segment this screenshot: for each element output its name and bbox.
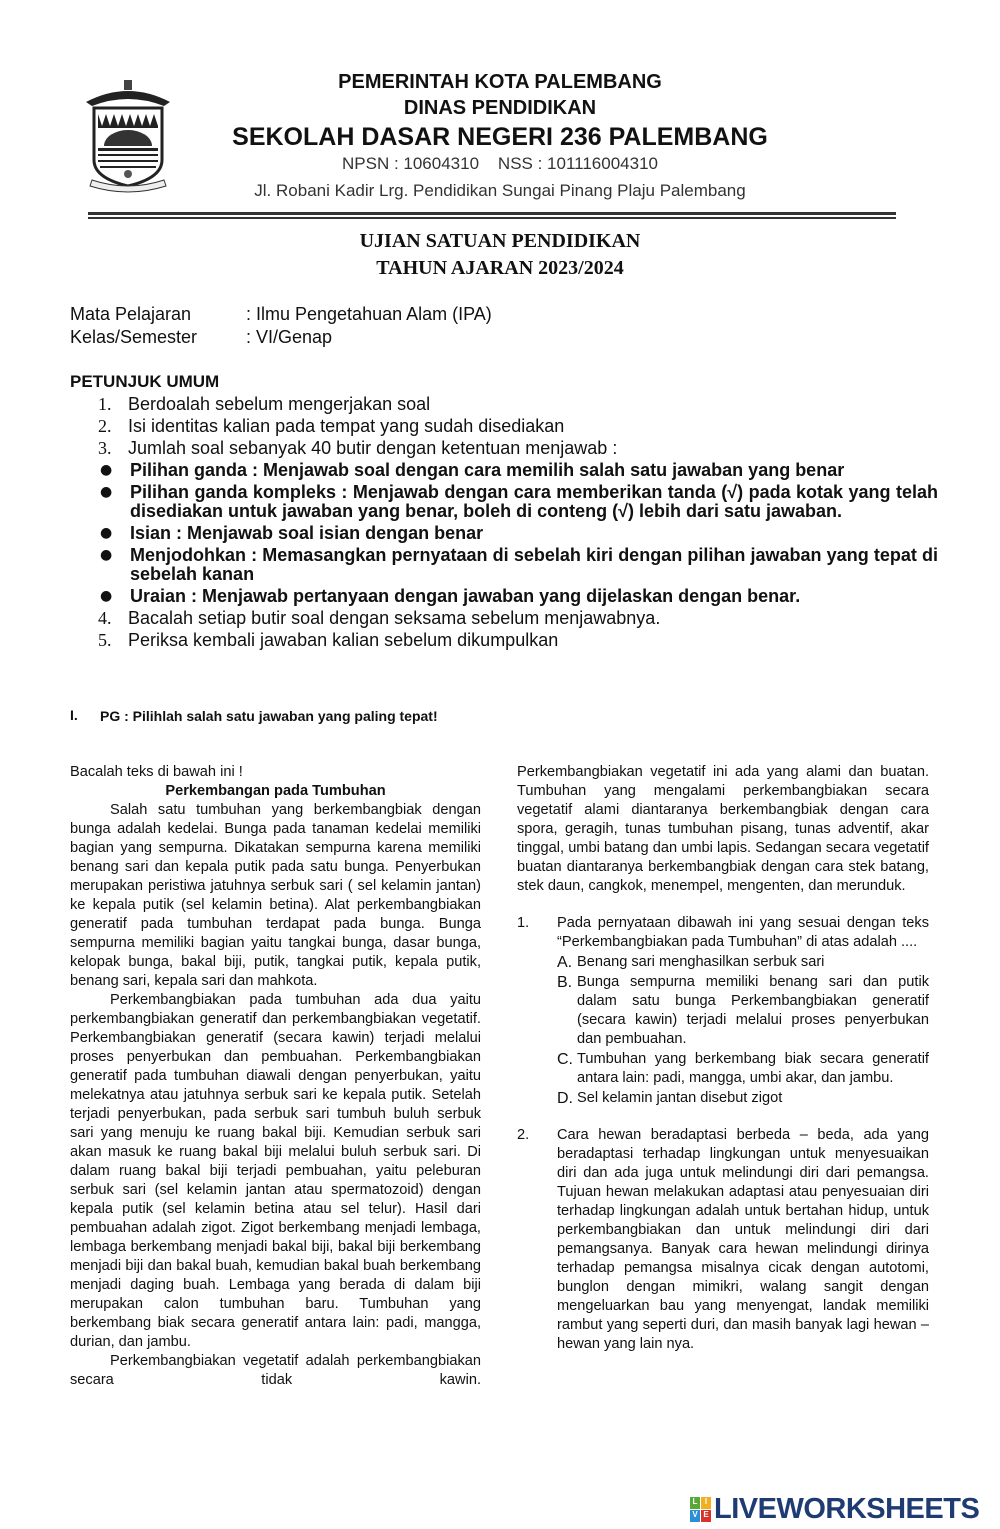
exam-title: UJIAN SATUAN PENDIDIKAN [359, 230, 641, 252]
tile: L [690, 1497, 700, 1509]
instruction-marker: ● [100, 588, 113, 604]
instruction-item [98, 395, 938, 414]
question-number: 2. [517, 1127, 530, 1143]
reading-left-column [70, 763, 481, 1390]
question-text: Pada pernyataan dibawah ini yang sesuai dengan teks “Perkembangbiakan pada Tumbuhan” di atas adalah .... [557, 915, 929, 950]
tile: V [690, 1510, 700, 1522]
instruction-marker: 2. [98, 416, 112, 436]
live-tiles-icon [690, 1497, 711, 1522]
instruction-item [98, 524, 938, 543]
tile: E [701, 1510, 711, 1522]
instruction-marker: 4. [98, 608, 112, 628]
header-address: Jl. Robani Kadir Lrg. Pendidikan Sungai Pinang Plaju Palembang [254, 181, 746, 200]
exam-year: TAHUN AJARAN 2023/2024 [376, 257, 624, 279]
option-text: Benang sari menghasilkan serbuk sari [577, 954, 825, 970]
liveworksheets-logo [690, 1493, 979, 1526]
option-letter: B. [557, 974, 573, 991]
answer-option[interactable] [557, 953, 929, 972]
section-heading [70, 707, 482, 726]
instruction-marker: 5. [98, 630, 112, 650]
section-title: PG : Pilihlah salah satu jawaban yang paling tepat! [100, 708, 438, 724]
instruction-item [98, 587, 938, 606]
instructions-heading: PETUNJUK UMUM [70, 372, 220, 391]
info-label: Mata Pelajaran [70, 304, 192, 324]
info-value: : Ilmu Pengetahuan Alam (IPA) [246, 304, 492, 324]
info-label: Kelas/Semester [70, 327, 198, 347]
instruction-text: Pilihan ganda : Menjawab soal dengan cara memilih salah satu jawaban yang benar [130, 460, 845, 480]
instruction-item [98, 483, 938, 521]
info-class [70, 327, 332, 348]
instruction-text: Uraian : Menjawab pertanyaan dengan jawaban yang dijelaskan dengan benar. [130, 586, 801, 606]
instruction-text: Bacalah setiap butir soal dengan seksama sebelum menjawabnya. [128, 608, 661, 628]
instruction-item [98, 609, 938, 628]
instruction-text: Isi identitas kalian pada tempat yang sudah disediakan [128, 416, 565, 436]
reading-right-column [517, 763, 929, 1354]
reading-title: Perkembangan pada Tumbuhan [165, 783, 386, 799]
instruction-text: Menjodohkan : Memasangkan pernyataan di sebelah kiri dengan pilihan jawaban yang tepat di sebelah kanan [130, 545, 938, 584]
instruction-marker: ● [100, 547, 113, 563]
option-letter: A. [557, 954, 573, 971]
instruction-item [98, 631, 938, 650]
answer-option[interactable] [557, 1089, 929, 1108]
header-ids: NPSN : 10604310 NSS : 101116004310 [342, 154, 658, 173]
option-letter: D. [557, 1090, 573, 1107]
instruction-marker: ● [100, 484, 113, 500]
header-divider [88, 212, 896, 215]
instruction-marker: 1. [98, 394, 112, 414]
brand-text: LIVEWORKSHEETS [714, 1493, 980, 1525]
reading-intro: Bacalah teks di bawah ini ! [70, 764, 243, 780]
info-value: : VI/Genap [246, 327, 333, 347]
tile: I [701, 1497, 711, 1509]
question-number: 1. [517, 915, 530, 931]
answer-option[interactable] [557, 973, 929, 1049]
question-2 [517, 1126, 929, 1354]
info-subject [70, 304, 492, 325]
instruction-item [98, 546, 938, 584]
answer-option[interactable] [557, 1050, 929, 1088]
instruction-text: Berdoalah sebelum mengerjakan soal [128, 394, 431, 414]
instruction-marker: 3. [98, 438, 112, 458]
instruction-item [98, 439, 938, 458]
instruction-text: Periksa kembali jawaban kalian sebelum dikumpulkan [128, 630, 559, 650]
instructions-list [98, 395, 938, 653]
instruction-text: Jumlah soal sebanyak 40 butir dengan ketentuan menjawab : [128, 438, 618, 458]
instruction-text: Pilihan ganda kompleks : Menjawab dengan cara memberikan tanda (√) pada kotak yang telah disediakan untuk jawaban yang benar, boleh di conteng (√) lebih dari satu jawaban. [130, 482, 938, 521]
reading-paragraph: Perkembangbiakan pada tumbuhan ada dua yaitu perkembangbiakan generatif dan perkembangbiakan vegetatif. Perkembangbiakan generatif (secara kawin) terjadi melalui proses penyerbukan dan pembuahan. Perkembangbiakan generatif pada tumbuhan diawali dengan penyerbukan, yaitu melekatnya atau jatuhnya serbuk sari ke kepala putik. Setelah terjadi penyerbukan, pada serbuk sari tumbuh buluh serbuk sari yang menuju ke ruang bakal biji. Kemudian serbuk sari akan masuk ke ruang bakal biji melalui buluh serbuk sari. Di dalam ruang bakal biji terjadi pembuahan, yaitu peleburan serbuk sari (sel kelamin jantan atau spermatozoid) dengan kepala putik (sel kelamin betina atau sel telur). Hasil dari pembuahan adalah zigot. Zigot berkembang menjadi lembaga, lembaga berkembang menjadi bakal biji, bakal biji berkembang menjadi biji dan bakal buah, kemudian bakal buah berkembang menjadi daging buah. Lembaga yang berada di dalam biji merupakan calon tumbuhan baru. Tumbuhan yang berkembang biak secara generatif antara lain: padi, mangga, durian, dan jambu. [70, 992, 481, 1350]
section-number: I. [70, 707, 78, 723]
reading-paragraph: Perkembangbiakan vegetatif adalah perkembangbiakan secara tidak kawin. [70, 1353, 481, 1388]
instruction-item [98, 417, 938, 436]
reading-paragraph: Salah satu tumbuhan yang berkembangbiak dengan bunga adalah kedelai. Bunga pada tanaman kedelai memiliki bagian yang sempurna. Dikatakan sempurna karena memiliki benang sari dan kepala putik pada satu bunga. Penyerbukan merupakan peristiwa jatuhnya serbuk sari ( sel kelamin jantan) ke kepala putik (sel kelamin betina). Alat perkembangbiakan generatif pada tumbuhan terdapat pada bunga. Bunga sempurna memiliki bagian yaitu tangkai bunga, dasar bunga, kelopak bunga, bakal biji, putik, tangkai putik, kepala putik, benang sari, kepala sari dan mahkota. [70, 802, 481, 989]
instruction-text: Isian : Menjawab soal isian dengan benar [130, 523, 484, 543]
question-text: Cara hewan beradaptasi berbeda – beda, ada yang beradaptasi terhadap lingkungan untuk menyesuaikan diri dan ada juga untuk melindungi diri dari pemangsa. Tujuan hewan melakukan adaptasi atau penyesuaian diri terhadap lingkungan adalah untuk bertahan hidup, untuk perkembangbiakan dan untuk melindungi diri dari pemangsanya. Banyak cara hewan melindungi dirinya terhadap pemangsa misalnya cicak dengan autotomi, bunglon dengan mimikri, walang sangit dengan mengeluarkan bau yang menyengat, landak memiliki rambut yang seperti duri, dan masih banyak lagi hewan – hewan yang lain nya. [557, 1127, 929, 1352]
option-text: Tumbuhan yang berkembang biak secara generatif antara lain: padi, mangga, umbi akar, dan jambu. [577, 1051, 929, 1086]
instruction-item [98, 461, 938, 480]
reading-paragraph: Perkembangbiakan vegetatif ini ada yang alami dan buatan. Tumbuhan yang mengalami perkembangbiakan secara vegetatif alami diantaranya berkembangbiak dengan cara spora, geragih, tunas tumbuhan pisang, tunas adventif, akar tinggal, umbi batang dan umbi lapis. Sedangan secara vegetatif buatan diantaranya berkembangbiak dengan cara stek batang, stek daun, cangkok, menempel, mengenten, dan merunduk. [517, 764, 929, 894]
option-text: Bunga sempurna memiliki benang sari dan putik dalam satu bunga Perkembangbiakan generatif (secara kawin) terjadi melalui proses penyerbukan dan pembuahan. [577, 974, 929, 1047]
question-1 [517, 914, 929, 1108]
header-department: DINAS PENDIDIKAN [403, 97, 597, 119]
header-school-name: SEKOLAH DASAR NEGERI 236 PALEMBANG [232, 123, 768, 151]
header-divider-thin [88, 217, 896, 219]
instruction-marker: ● [100, 525, 113, 541]
option-letter: C. [557, 1051, 573, 1068]
instruction-marker: ● [100, 462, 113, 478]
header-government: PEMERINTAH KOTA PALEMBANG [338, 71, 662, 93]
option-text: Sel kelamin jantan disebut zigot [577, 1090, 783, 1106]
